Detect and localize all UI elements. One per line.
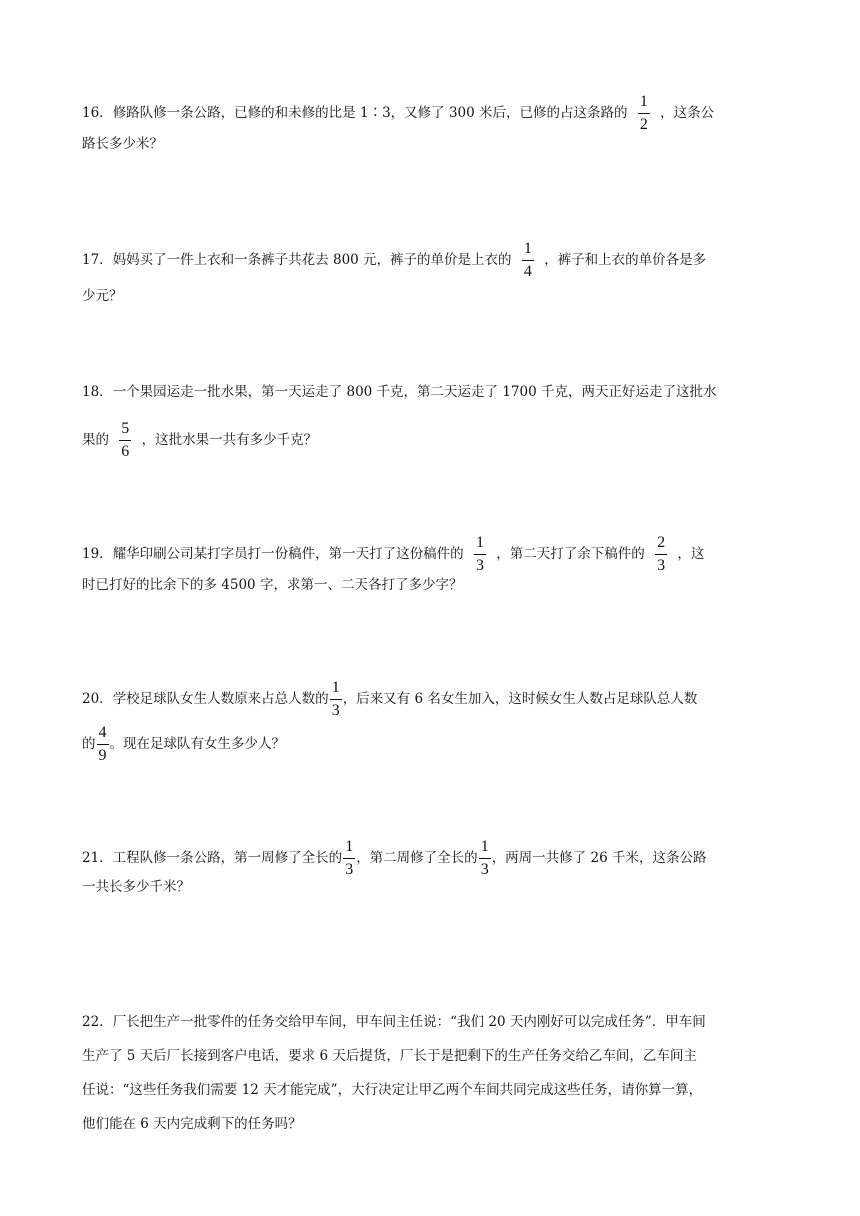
fraction-denominator: 3	[480, 861, 489, 878]
problem-text: 。现在足球队有女生多少人？	[109, 736, 285, 752]
fraction-numerator: 5	[121, 420, 130, 437]
problem-number: 21．	[82, 850, 113, 866]
problem-text: 妈妈买了一件上衣和一条裤子共花去 800 元，裤子的单价是上衣的	[112, 252, 512, 268]
problem-22-line-3	[82, 1079, 782, 1101]
problem-number: 17．	[82, 252, 113, 268]
fraction	[655, 534, 667, 575]
problem-22-line-1	[82, 1011, 782, 1033]
problem-text: ，第二周修了全长的	[356, 850, 478, 866]
problem-22-line-4	[82, 1113, 782, 1135]
problem-text: 修路队修一条公路，已修的和未修的比是 1∶3，又修了 300 米后，已修的占这条路的	[112, 105, 628, 121]
fraction	[119, 420, 131, 461]
fraction-denominator: 3	[475, 557, 484, 574]
fraction-denominator: 3	[331, 702, 340, 719]
problem-text: ，第二天打了余下稿件的	[496, 546, 645, 562]
problem-text: 学校足球队女生人数原来占总人数的	[112, 691, 329, 707]
problem-18-line-1	[82, 381, 782, 403]
problem-text: ，这	[677, 546, 705, 562]
fraction-numerator: 1	[345, 838, 354, 855]
fraction-numerator: 2	[657, 534, 666, 551]
fraction-denominator: 2	[639, 116, 648, 133]
problem-text: 时已打好的比余下的多 4500 字，求第一、二天各打了多少字？	[82, 577, 463, 593]
fraction-numerator: 1	[475, 534, 484, 551]
problem-text: ，两周一共修了 26 千米，这条公路	[491, 850, 707, 866]
problem-text: 工程队修一条公路，第一周修了全长的	[112, 850, 343, 866]
fraction-denominator: 6	[121, 443, 130, 460]
problem-text: ，后来又有 6 名女生加入，这时候女生人数占足球队总人数	[342, 691, 698, 707]
fraction	[343, 838, 355, 879]
problem-text: ，这条公	[660, 105, 715, 121]
fraction-numerator: 1	[331, 679, 340, 696]
fraction	[479, 838, 491, 879]
problem-text: 任说：“这些任务我们需要 12 天才能完成”，大行决定让甲乙两个车间共同完成这些任务，请你算一算，	[82, 1082, 703, 1098]
problem-text: 果的	[82, 432, 109, 448]
fraction	[638, 93, 650, 134]
problem-22-line-2	[82, 1045, 782, 1067]
problem-text: ，这批水果一共有多少千克？	[141, 432, 318, 448]
fraction	[522, 240, 534, 281]
problem-17-line-2	[82, 285, 782, 307]
fraction-numerator: 4	[98, 724, 107, 741]
problem-18-line-2	[82, 420, 782, 461]
fraction-numerator: 1	[523, 240, 532, 257]
fraction-denominator: 4	[523, 263, 532, 280]
fraction-denominator: 3	[657, 557, 666, 574]
problem-text: 他们能在 6 天内完成剩下的任务吗？	[82, 1116, 302, 1132]
problem-text: 耀华印刷公司某打字员打一份稿件，第一天打了这份稿件的	[112, 546, 464, 562]
fraction	[474, 534, 486, 575]
fraction	[330, 679, 342, 720]
problem-text: 少元？	[82, 288, 123, 304]
problem-number: 22．	[82, 1014, 113, 1030]
problem-text: 路长多少米？	[82, 136, 163, 152]
problem-number: 16．	[82, 105, 113, 121]
problem-20-line-2	[82, 724, 782, 765]
problem-20-line-1	[82, 679, 782, 720]
problem-text: 一共长多少千米？	[82, 879, 190, 895]
problem-text: 厂长把生产一批零件的任务交给甲车间，甲车间主任说：“我们 20 天内刚好可以完成任务”．甲车间	[112, 1014, 706, 1030]
problem-number: 20．	[82, 691, 113, 707]
problem-21-line-1	[82, 838, 782, 879]
problem-19-line-1	[82, 534, 782, 575]
problem-text: 的	[82, 736, 96, 752]
problem-16-line-2	[82, 133, 782, 155]
problem-text: 一个果园运走一批水果，第一天运走了 800 千克，第二天运走了 1700 千克，两天正好运走了这批水	[112, 384, 717, 400]
fraction	[97, 724, 109, 765]
problem-number: 19．	[82, 546, 113, 562]
fraction-denominator: 3	[345, 861, 354, 878]
fraction-numerator: 1	[639, 93, 648, 110]
fraction-numerator: 1	[480, 838, 489, 855]
problem-17-line-1	[82, 240, 782, 281]
fraction-denominator: 9	[98, 747, 107, 764]
problem-text: ，裤子和上衣的单价各是多	[544, 252, 707, 268]
problem-21-line-2	[82, 876, 782, 898]
problem-16-line-1	[82, 93, 782, 134]
problem-19-line-2	[82, 574, 782, 596]
problem-number: 18．	[82, 384, 113, 400]
problem-text: 生产了 5 天后厂长接到客户电话，要求 6 天后提货，厂长于是把剩下的生产任务交给乙车间，乙车间主	[82, 1048, 697, 1064]
